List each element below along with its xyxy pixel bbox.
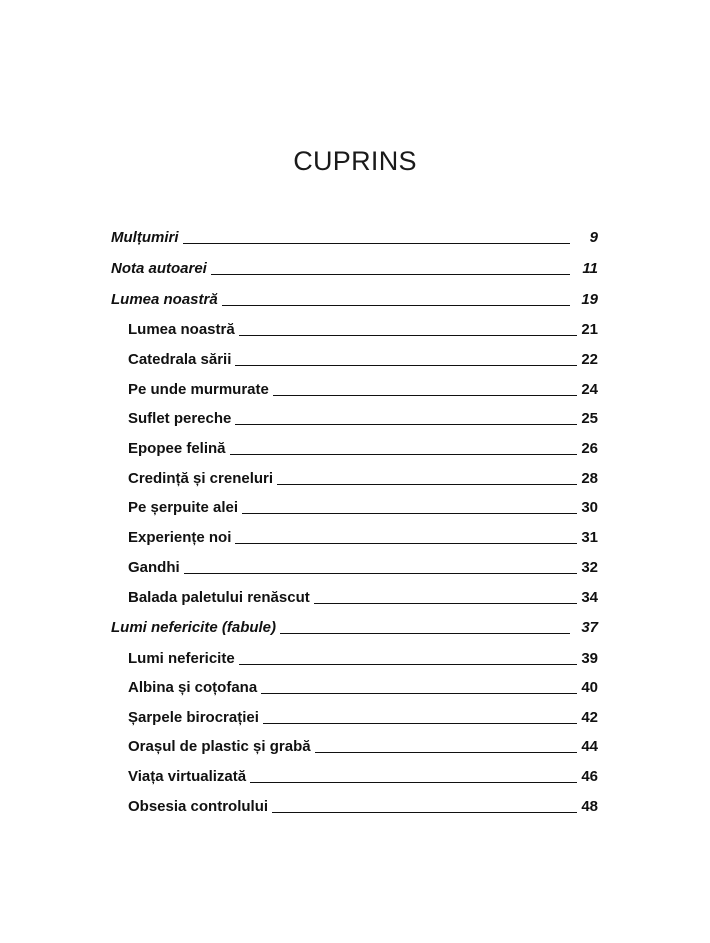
toc-entry [128,709,598,727]
toc-entry-label: Gandhi [128,559,180,576]
dot-leader [273,395,577,396]
toc-entry-page: 24 [581,381,598,398]
toc-entry [128,321,598,339]
toc-entry-label: Epopee felină [128,440,226,457]
dot-leader [230,454,578,455]
page-title: CUPRINS [293,146,417,176]
toc-entry-page: 26 [581,440,598,457]
toc-entry-label: Orașul de plastic și grabă [128,738,311,755]
toc-entry-page: 19 [581,291,598,308]
toc-entry [128,738,598,756]
dot-leader [277,484,577,485]
toc-entry-page: 34 [581,589,598,606]
dot-leader [272,812,577,813]
toc-entry-label: Catedrala sării [128,351,232,368]
toc-entry [128,440,598,458]
toc-entry-page: 28 [581,470,598,487]
dot-leader [263,723,577,724]
toc-entry-page: 25 [581,410,598,427]
dot-leader [235,543,577,544]
toc-entry [111,229,598,247]
toc-entry-label: Albina și coțofana [128,679,258,696]
dot-leader [235,424,577,425]
toc-entry [111,291,598,309]
toc-entry [128,529,598,547]
toc-entry-page: 22 [581,351,598,368]
toc-entry-label: Lumi nefericite [128,650,235,667]
toc-entry-label: Lumea noastră [111,291,218,308]
toc-entry-page: 48 [581,798,598,815]
toc-entry [111,260,598,278]
dot-leader [250,782,577,783]
toc-entry-page: 21 [581,321,598,338]
dot-leader [183,243,571,244]
toc-entry-page: 37 [581,619,598,636]
toc-entry [128,351,598,369]
toc-entry-page: 9 [589,229,598,246]
toc-entry [128,679,598,697]
toc-entry [128,559,598,577]
toc-entry-label: Obsesia controlului [128,798,269,815]
toc-entry [128,768,598,786]
toc-entry-label: Viața virtualizată [128,768,247,785]
dot-leader [184,573,578,574]
toc-entry-label: Lumi nefericite (fabule) [111,619,277,636]
toc-entry-page: 11 [582,260,598,277]
toc-entry [128,798,598,816]
toc-entry-label: Mulțumiri [111,229,179,246]
toc-entry-page: 31 [581,529,598,546]
dot-leader [314,603,578,604]
dot-leader [242,513,577,514]
dot-leader [315,752,578,753]
toc-entry-label: Balada paletului renăscut [128,589,310,606]
toc-entry-page: 42 [581,709,598,726]
toc-entry-label: Șarpele birocrației [128,709,259,726]
toc-entry-page: 44 [581,738,598,755]
toc-entry-label: Nota autoarei [111,260,207,277]
toc-entry [128,650,598,668]
toc-entry-label: Experiențe noi [128,529,232,546]
dot-leader [280,633,570,634]
toc-entry-label: Credință și creneluri [128,470,274,487]
toc-entry [128,470,598,488]
toc-entry [128,381,598,399]
dot-leader [235,365,577,366]
toc-entry-label: Lumea noastră [128,321,235,338]
toc-entry [128,499,598,517]
toc-entry-page: 32 [581,559,598,576]
toc-entry-page: 46 [581,768,598,785]
dot-leader [239,664,578,665]
toc-entry-page: 40 [581,679,598,696]
toc-entry [128,410,598,428]
toc-entry-page: 30 [581,499,598,516]
dot-leader [239,335,578,336]
dot-leader [222,305,570,306]
toc-entry-label: Suflet pereche [128,410,232,427]
toc-entry-label: Pe șerpuite alei [128,499,239,516]
dot-leader [211,274,570,275]
toc-entry-page: 39 [581,650,598,667]
dot-leader [261,693,577,694]
toc-entry-label: Pe unde murmurate [128,381,269,398]
toc-entry [128,589,598,607]
toc-entry [111,619,598,637]
